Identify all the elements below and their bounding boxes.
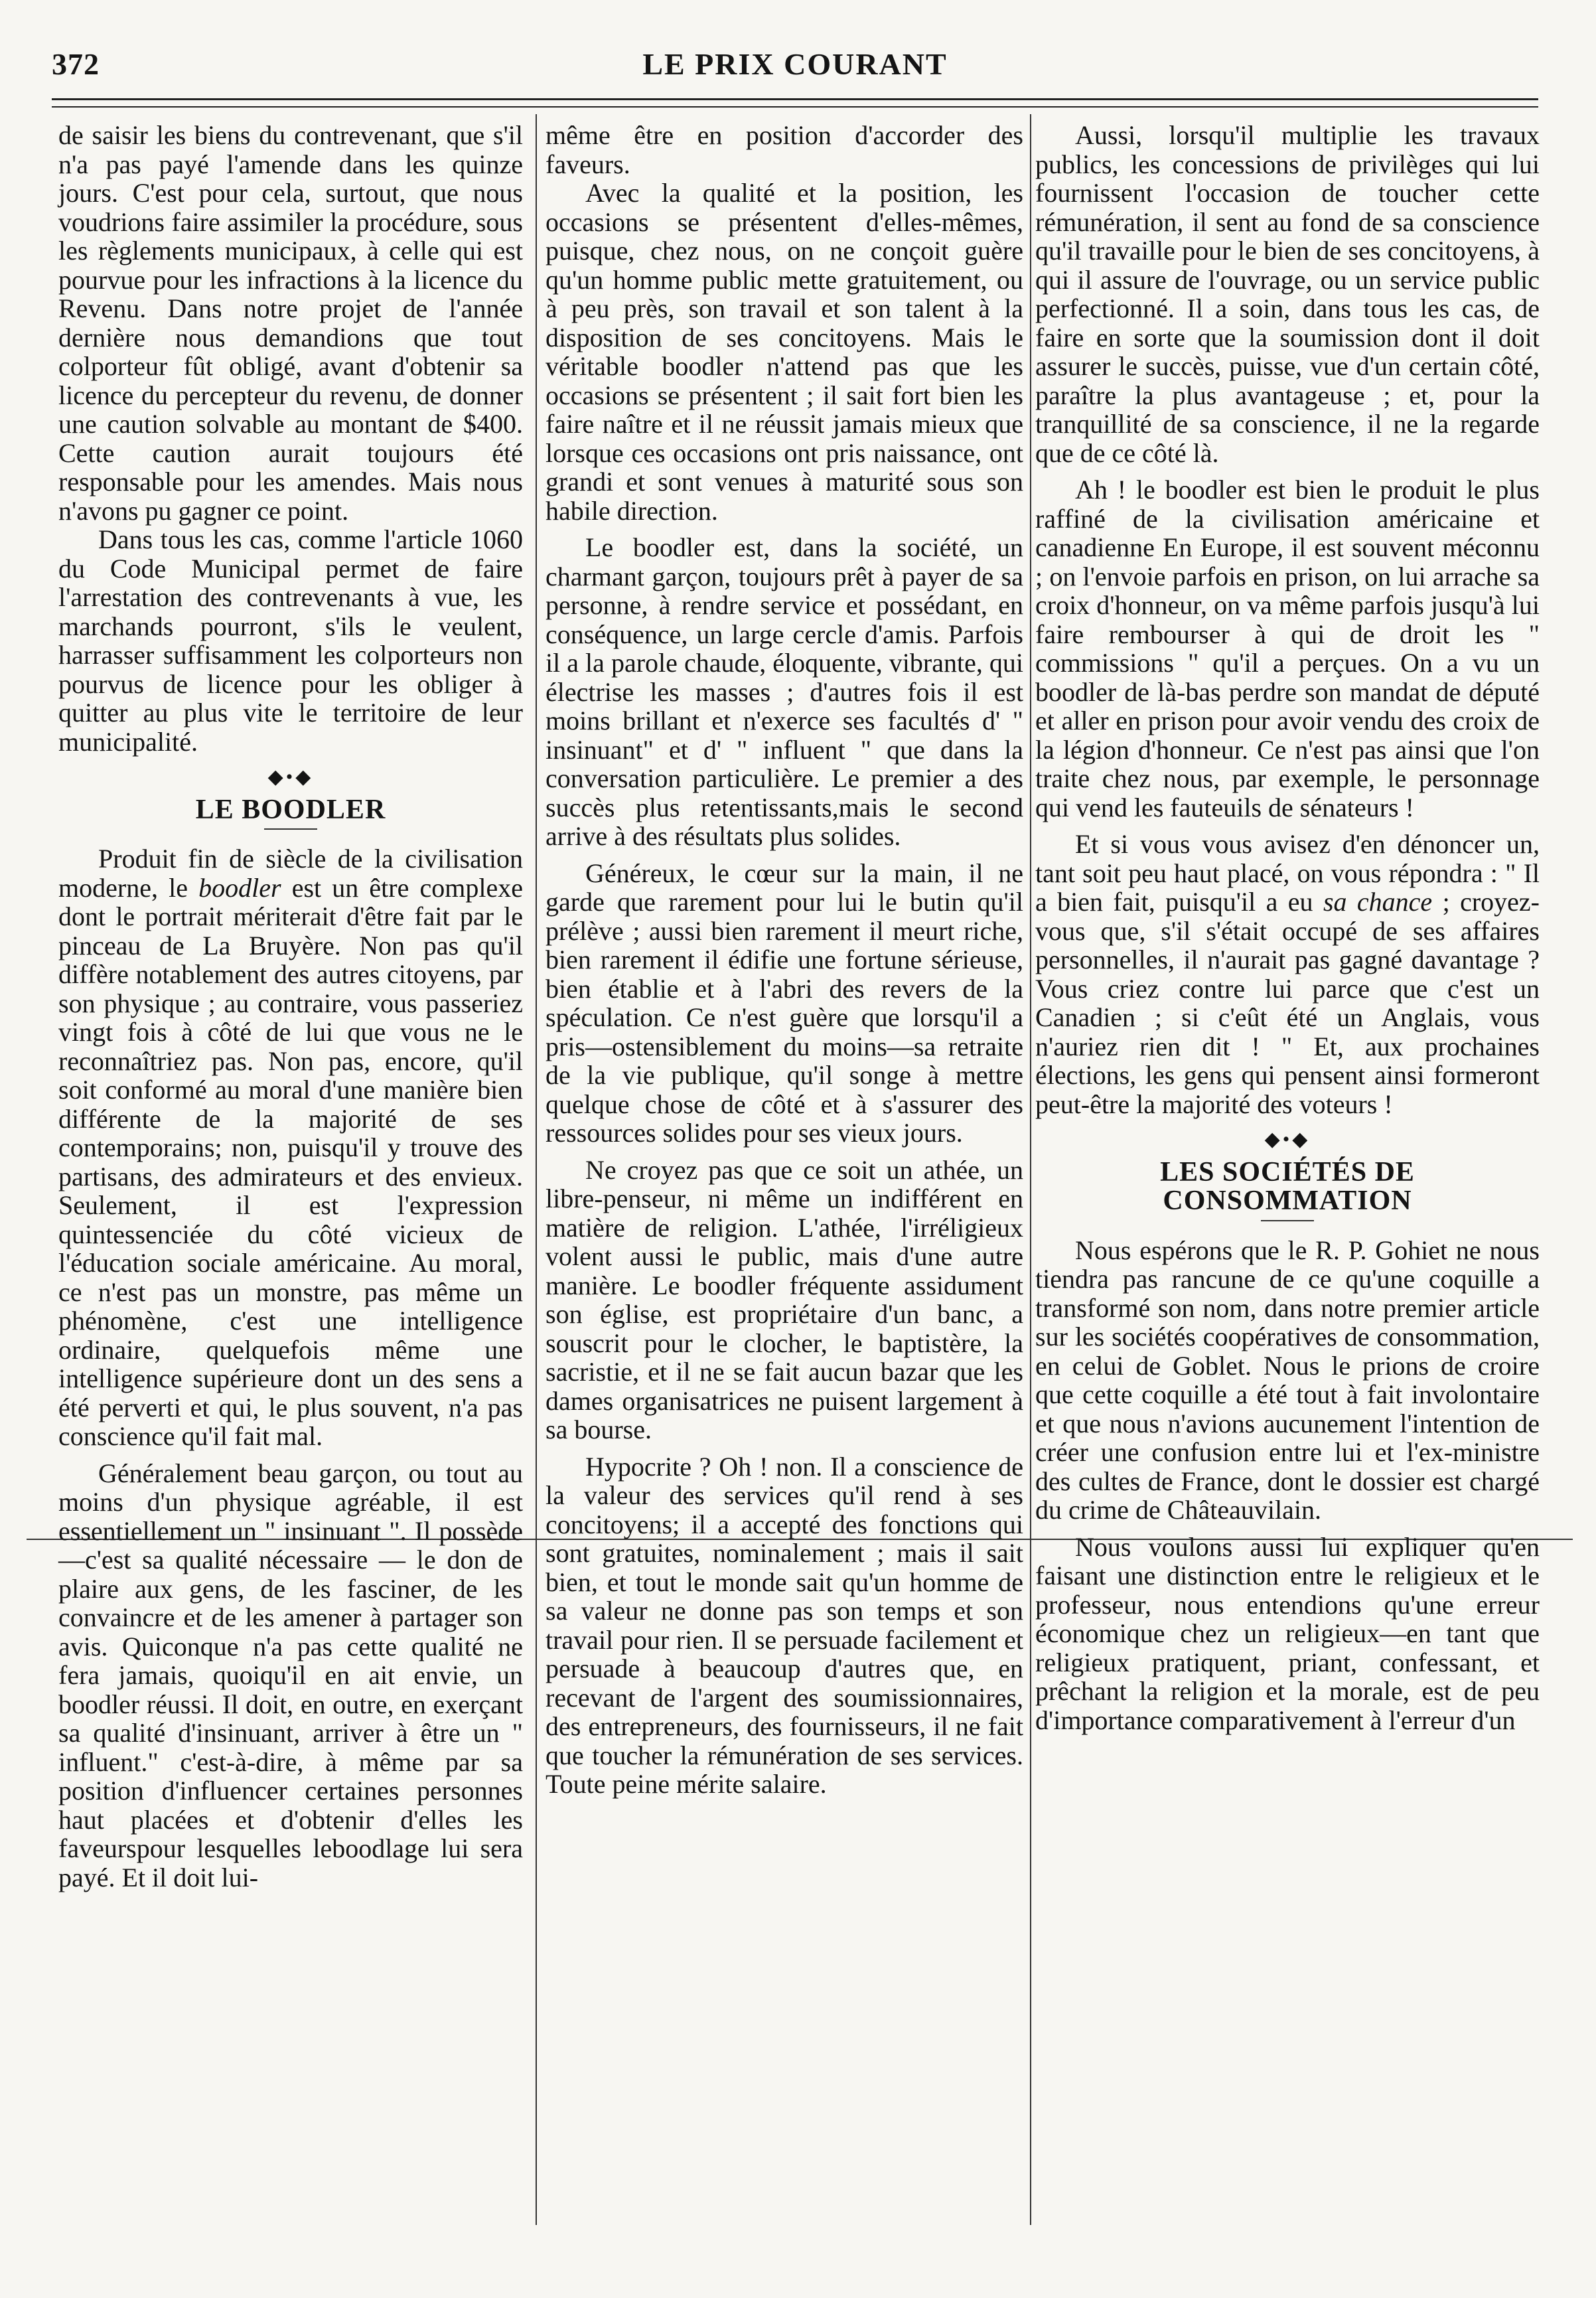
column-divider-1 [536, 114, 537, 2225]
paragraph: Nous voulons aussi lui expliquer qu'en faisant une distinction entre le religieux et le professeur, nous entendions qu'une erreur économique chez un religieux—en tant que religieux pratiquent, priant, confessant, et prêchant la religion et la morale, est de peu d'importance comparativement à l'erreur d'un [1035, 1531, 1540, 1735]
header-rule-secondary [52, 106, 1538, 108]
column-divider-2 [1030, 114, 1031, 2225]
paragraph: Nous espérons que le R. P. Gohiet ne nous tiendra pas rancune de ce qu'une coquille a transformé son nom, dans notre premier article sur les sociétés coopératives de consommation, en celui de Goblet. Nous le prions de croire que cette coquille a été tout à fait involontaire et que nous n'avions aucunement l'intention de créer une confusion entre lui et l'ex-ministre des cultes de France, dont le dossier est chargé du crime de Châteauvilain. [1035, 1235, 1540, 1525]
paragraph: Ah ! le boodler est bien le produit le plus raffiné de la civilisation américaine et canadienne En Europe, il est souvent méconnu ; on l'envoie parfois en prison, on lui arrache sa croix d'honneur, on va même parfois jusqu'à lui faire rembourser à qui de droit les " commissions " qu'il a perçues. On a vu un boodler de là-bas perdre son mandat de député et aller en prison pour avoir vendu des croix de la légion d'honneur. Ce n'est pas ainsi que l'on traite chez nous, par exemple, le personnage qui vend les fauteuils de sénateurs ! [1035, 475, 1540, 822]
paragraph: même être en position d'accorder des faveurs. [545, 120, 1023, 179]
article-heading: LE BOODLER [195, 794, 386, 825]
paragraph: Ne croyez pas que ce soit un athée, un libre-penseur, ni même un indifférent en matière de religion. L'athée, l'irréligieux volent aussi le public, mais d'une autre manière. Le boodler fréquente assidument son église, est propriétaire d'un banc, a souscrit pour le clocher, le baptistère, la sacristie, et il ne se fait aucun bazar que les dames organisatrices ne puisent largement à sa bourse. [545, 1154, 1023, 1444]
paragraph [1035, 830, 1540, 1118]
paragraph: Avec la qualité et la position, les occasions se présentent d'elles-mêmes, puisque, chez nous, on ne conçoit guère qu'un homme public mette gratuitement, ou à peu près, son travail et son talent à la disposition de ses concitoyens. Mais le véritable boodler n'attend pas que les occasions se présentent ; il sait fort bien les faire naître et il ne réussit jamais mieux que lorsque ces occasions ont pris naissance, ont grandi et sont venues à maturité sous son habile direction. [545, 178, 1023, 526]
paragraph [58, 844, 523, 1451]
text-run: Produit fin de siècle de la civilisation moderne, le [58, 844, 523, 903]
article-heading: LES SOCIÉTÉS DE CONSOMMATION [1160, 1156, 1415, 1216]
paragraph: Aussi, lorsqu'il multiplie les travaux publics, les concessions de privilèges qui lui fournissent l'occasion de toucher cette rémunération, il sent au fond de sa conscience qu'il travaille pour le bien de ses concitoyens, à qui il assure de l'ouvrage, ou un service public perfectionné. Il a soin, dans tous les cas, de faire en sorte que la soumission dont il doit assurer le succès, puisse, vue d'un certain côté, paraître la plus avantageuse ; et, pour la tranquillité de sa conscience, il ne la regarde que de ce côté là. [1035, 120, 1540, 468]
page-header [52, 41, 1538, 88]
ornament-divider: ◆•◆ [1264, 1128, 1311, 1150]
running-title: LE PRIX COURANT [642, 47, 948, 81]
paragraph: Dans tous les cas, comme l'article 1060 du Code Municipal permet de faire l'arrestation des contrevenants à vue, les marchands pourront, s'ils le veulent, harrasser suffisamment les colporteurs non pourvus de licence pour les obliger à quitter au plus vite le territoire de leur municipalité. [58, 524, 523, 757]
text-run: Et si vous vous avisez d'en dénoncer un, tant soit peu haut placé, on vous répondra : " Il a bien fait, puisqu'il a eu [1035, 829, 1540, 917]
paragraph: Hypocrite ? Oh ! non. Il a conscience de la valeur des services qu'il rend à ses concitoyens; il a accepté des fonctions qui sont gratuites, nominalement ; mais il sait bien, et tout le monde sait qu'un homme de sa valeur ne donne pas son temps et son travail pour rien. Il se persuade facilement et persuade à beaucoup d'autres que, en recevant de l'argent des soumissionnaires, des entrepreneurs, des fournisseurs, il ne fait que toucher la rémunération de ses services. Toute peine mérite salaire. [545, 1451, 1023, 1799]
heading-rule [264, 828, 317, 830]
paragraph: Le boodler est, dans la société, un charmant garçon, toujours prêt à payer de sa personne, à rendre service et possédant, en conséquence, un large cercle d'amis. Parfois il a la parole chaude, éloquente, vibrante, qui électrise les masses ; d'autres fois il est moins brillant et n'exerce ses facultés d' " insinuant" et d' " influent " que dans la conversation particulière. Le premier a des succès plus retentissants,mais le second arrive à des résultats plus solides. [545, 532, 1023, 851]
column-1 [58, 121, 523, 1892]
paragraph: Généreux, le cœur sur la main, il ne garde que rarement pour lui le butin qu'il prélève ; aussi bien rarement il meurt riche, bien rarement il édifie une fortune sérieuse, bien établie et à l'abri des revers de la spéculation. Ce n'est guère que lorsqu'il a pris—ostensiblement du moins—sa retraite de la vie publique, qu'il songe à mettre quelque chose de côté et à s'assurer des ressources solides pour ses vieux jours. [545, 858, 1023, 1148]
paragraph: de saisir les biens du contrevenant, que s'il n'a pas payé l'amende dans les quinze jours. C'est pour cela, surtout, que nous voudrions faire assimiler la procédure, sous les règlements municipaux, à celle qui est pourvue pour les infractions à la licence du Revenu. Dans notre projet de l'année dernière nous demandions que tout colporteur fût obligé, avant d'obtenir sa licence du percepteur du revenu, de donner une caution solvable au montant de $400. Cette caution aurait toujours été responsable pour les amendes. Mais nous n'avons pu gagner ce point. [58, 120, 523, 526]
heading-rule [1261, 1220, 1314, 1221]
italic-term: boodler [198, 872, 281, 903]
page-number: 372 [52, 47, 100, 81]
text-run: est un être complexe dont le portrait mériterait d'être fait par le pinceau de La Bruyère. Non pas qu'il diffère notablement des autres citoyens, par son physique ; au contraire, vous passeriez vingt fois à côté de lui que vous ne le reconnaîtriez pas. Non pas, encore, qu'il soit conformé au moral d'une manière bien différente de la majorité de ses contemporains; non, puisqu'il y trouve des partisans, des admirateurs et des envieux. Seulement, il est l'expression quintessenciée du côté vicieux de l'éducation sociale américaine. Au moral, ce n'est pas un monstre, pas même un phénomène, c'est une intelligence ordinaire, quelquefois même une intelligence supérieure dont un des sens a été perverti et qui, le plus souvent, n'a pas conscience qu'il fait mal. [58, 872, 523, 1451]
ornament-divider: ◆•◆ [267, 766, 314, 788]
column-3 [1035, 121, 1540, 1734]
text-run: ; croyez-vous que, s'il s'était occupé de ses affaires personnelles, il n'aurait pas gagné davantage ? Vous criez contre lui parce que c'est un Canadien ; si c'eût été un Anglais, vous n'auriez rien dit ! " Et, aux prochaines élections, les gens qui pensent ainsi formeront peut-être la majorité des voteurs ! [1035, 887, 1540, 1119]
italic-term: sa chance [1323, 887, 1433, 917]
header-rule [52, 98, 1538, 100]
column-2 [545, 121, 1023, 1799]
paragraph: Généralement beau garçon, ou tout au moins d'un physique agréable, il est essentiellement un " insinuant ". Il possède—c'est sa qualité nécessaire — le don de plaire aux gens, de les fasciner, de les convaincre et de les amener à partager son avis. Quiconque n'a pas cette qualité ne fera jamais, quoiqu'il en ait envie, un boodler réussi. Il doit, en outre, en exerçant sa qualité d'insinuant, arriver à être un " influent." c'est-à-dire, à même par sa position d'influencer certaines personnes haut placées et d'obtenir d'elles les faveurspour lesquelles leboodlage lui sera payé. Et il doit lui- [58, 1458, 523, 1892]
